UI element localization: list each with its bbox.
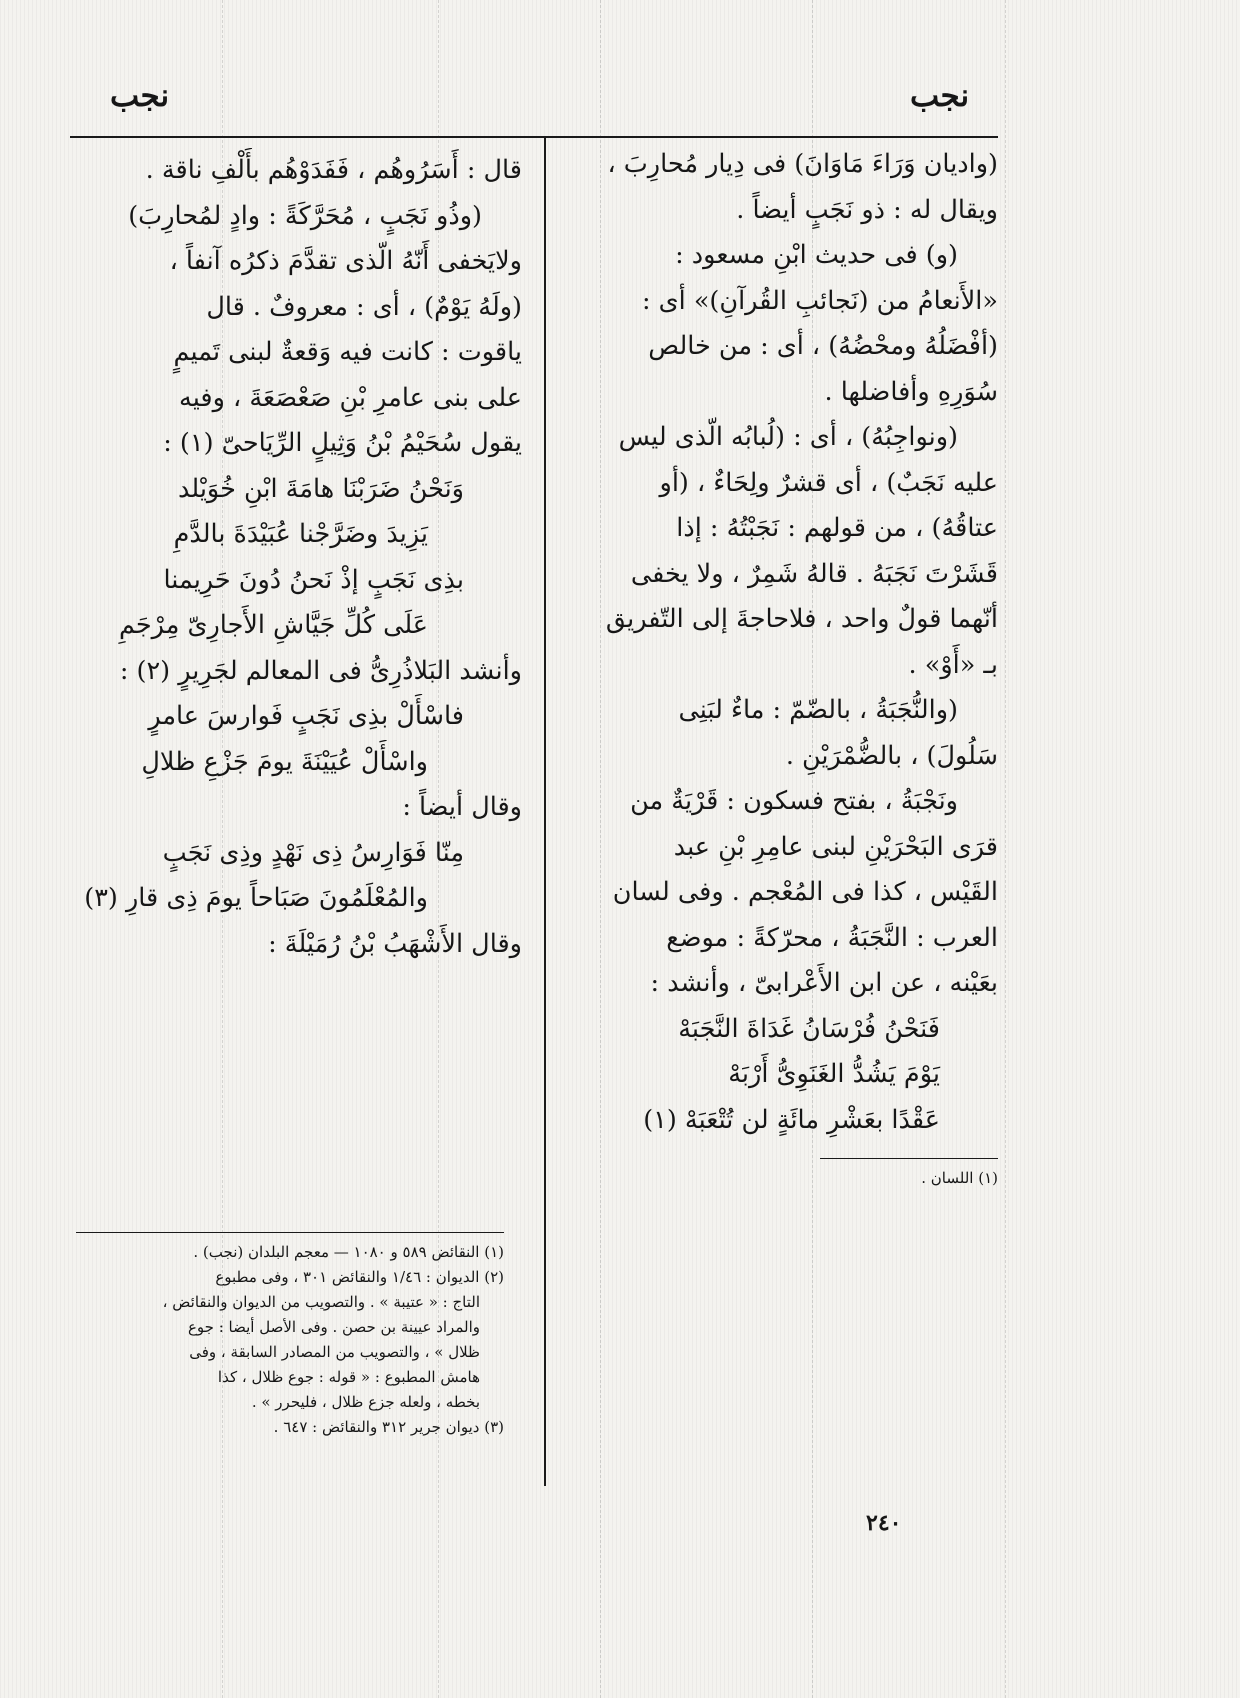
text-line: وقال الأَشْهَبُ بْنُ رُمَيْلَةَ : <box>268 928 522 959</box>
text-line: (ونواجِبُهُ) ، أى : (لُبابُه الّذى ليس <box>618 422 958 452</box>
footnote-line: (٢) الديوان : ١/٤٦ والنقائض ٣٠١ ، وفى مطبوع <box>215 1268 504 1286</box>
text-line: سُوَرِهِ وأفاضلها . <box>824 376 998 407</box>
verse-line: مِنّا فَوَارِسُ ذِى نَهْدٍ وذِى نَجَبٍ <box>162 837 464 868</box>
text-line: (والنُّجَبَةُ ، بالضّمّ : ماءٌ لبَنِى <box>678 695 958 725</box>
text-line: يقول سُحَيْمُ بْنُ وَثِيلٍ الرِّيَاحىّ (١) : <box>163 428 522 458</box>
text-line: (ولَهُ يَوْمٌ) ، أى : معروفٌ . قال <box>206 291 522 322</box>
text-line: عليه نَجَبٌ) ، أى قشرٌ ولِحَاءٌ ، (أو <box>659 467 998 498</box>
text-line: بعَيْنه ، عن ابن الأَعْرابىّ ، وأنشد : <box>650 968 998 998</box>
footnote-line: هامش المطبوع : « قوله : جوع ظلال ، كذا <box>217 1368 480 1386</box>
footnote-line: (١) اللسان . <box>921 1169 998 1187</box>
text-line: (واديان وَرَاءَ مَاوَانَ) فى دِيار مُحارِبَ ، <box>607 149 998 179</box>
text-line: قال : أَسَرُوهُم ، فَفَدَوْهُم بأَلْفِ ناقة . <box>145 155 522 185</box>
right-footnotes <box>570 1166 998 1191</box>
verse-line: والمُعْلَمُونَ صَبَاحاً يومَ ذِى قارِ (٣) <box>84 883 428 913</box>
verse-line: عَقْدًا بعَشْرِ مائَةٍ لن تُتْعَبَهْ (١) <box>643 1104 940 1135</box>
verse-line: وَنَحْنُ ضَرَبْنَا هامَةَ ابْنِ خُوَيْلد <box>178 473 464 504</box>
text-line: (وذُو نَجَبٍ ، مُحَرَّكَةً : وادٍ لمُحارِبَ) <box>128 200 482 231</box>
footnote-line: (١) النقائض ٥٨٩ و ١٠٨٠ — معجم البلدان (نجب) . <box>193 1243 504 1261</box>
left-column <box>64 148 522 967</box>
column-divider <box>544 136 546 1486</box>
header-rule <box>70 136 998 138</box>
footnote-line: (٣) ديوان جرير ٣١٢ والنقائض : ٦٤٧ . <box>273 1418 504 1436</box>
text-line: ونَجْبَةُ ، بفتح فسكون : قَرْيَةٌ من <box>630 786 958 816</box>
text-line: ياقوت : كانت فيه وَقعةٌ لبنى تَميمٍ <box>173 337 522 367</box>
verse-line: واسْأَلْ عُيَيْنَةَ يومَ جَزْعِ ظلالِ <box>141 746 428 777</box>
running-head-left: نجب <box>110 78 170 114</box>
footnote-rule <box>76 1232 504 1233</box>
footnote-line: بخطه ، ولعله جزع ظلال ، فليحرر » . <box>251 1393 480 1411</box>
scan-guide-line <box>1005 0 1006 1698</box>
running-head-right: نجب <box>910 78 970 114</box>
text-line: ولايَخفى أَنّهُ الّذى تقدَّمَ ذكرُه آنفاً ، <box>169 246 522 276</box>
verse-line: عَلَى كُلِّ جَيَّاشِ الأَجارِىّ مِرْجَمِ <box>118 610 428 640</box>
text-line: (و) فى حديث ابْنِ مسعود : <box>675 240 958 270</box>
text-line: (أفْضَلُهُ ومحْضُهُ) ، أى : من خالص <box>648 331 998 361</box>
page-number: ٢٤٠ <box>866 1510 902 1536</box>
text-line: بـ «أَوْ» . <box>908 649 998 680</box>
verse-line: يَزِيدَ وضَرَّجْنا عُبَيْدَةَ بالدَّمِ <box>173 519 428 549</box>
text-line: «الأَنعامُ من (نَجائبِ القُرآنِ)» أى : <box>641 285 998 316</box>
text-line: سَلُولَ) ، بالضُّمْرَيْنِ . <box>785 740 998 771</box>
text-line: عتاقُهُ) ، من قولهم : نَجَبْتُهُ : إذا <box>676 513 998 543</box>
text-line: العرب : النَّجَبَةُ ، محرّكةً : موضع <box>666 922 998 953</box>
text-line: قَشَرْتَ نَجَبَهُ . قالهُ شَمِرٌ ، ولا يخفى <box>630 558 998 589</box>
verse-line: يَوْمَ يَشُدُّ الغَنَوِىُّ أَرْبَهْ <box>728 1059 940 1089</box>
text-line: على بنى عامرِ بْنِ صَعْصَعَةَ ، وفيه <box>179 382 522 413</box>
left-footnotes <box>76 1240 504 1440</box>
verse-line: فَنَحْنُ فُرْسَانُ غَدَاةَ النَّجَبَهْ <box>678 1013 940 1044</box>
footnote-line: التاج : « عتيبة » . والتصويب من الديوان والنقائض ، <box>162 1293 480 1311</box>
footnote-line: ظلال » ، والتصويب من المصادر السابقة ، وفى <box>189 1343 480 1361</box>
text-line: قرَى البَحْرَيْنِ لبنى عامِرِ بْنِ عبد <box>673 831 998 862</box>
text-line: وقال أيضاً : <box>402 792 522 822</box>
text-line: وأنشد البَلاذُرِىُّ فى المعالم لجَرِيرٍ (٢) : <box>119 655 522 686</box>
footnote-rule <box>820 1158 998 1159</box>
text-line: ويقال له : ذو نَجَبٍ أيضاً . <box>736 194 998 225</box>
text-line: القَيْس ، كذا فى المُعْجم . وفى لسان <box>612 877 998 907</box>
text-line: أنّهما قولٌ واحد ، فلاحاجةَ إلى التّفريق <box>605 604 998 634</box>
right-column <box>570 142 998 1143</box>
footnote-line: والمراد عيينة بن حصن . وفى الأصل أيضا : جوع <box>187 1318 480 1336</box>
verse-line: بذِى نَجَبٍ إذْ نَحنُ دُونَ حَرِيمنا <box>163 564 464 595</box>
verse-line: فاسْأَلْ بذِى نَجَبٍ فَوارسَ عامرٍ <box>148 701 464 731</box>
